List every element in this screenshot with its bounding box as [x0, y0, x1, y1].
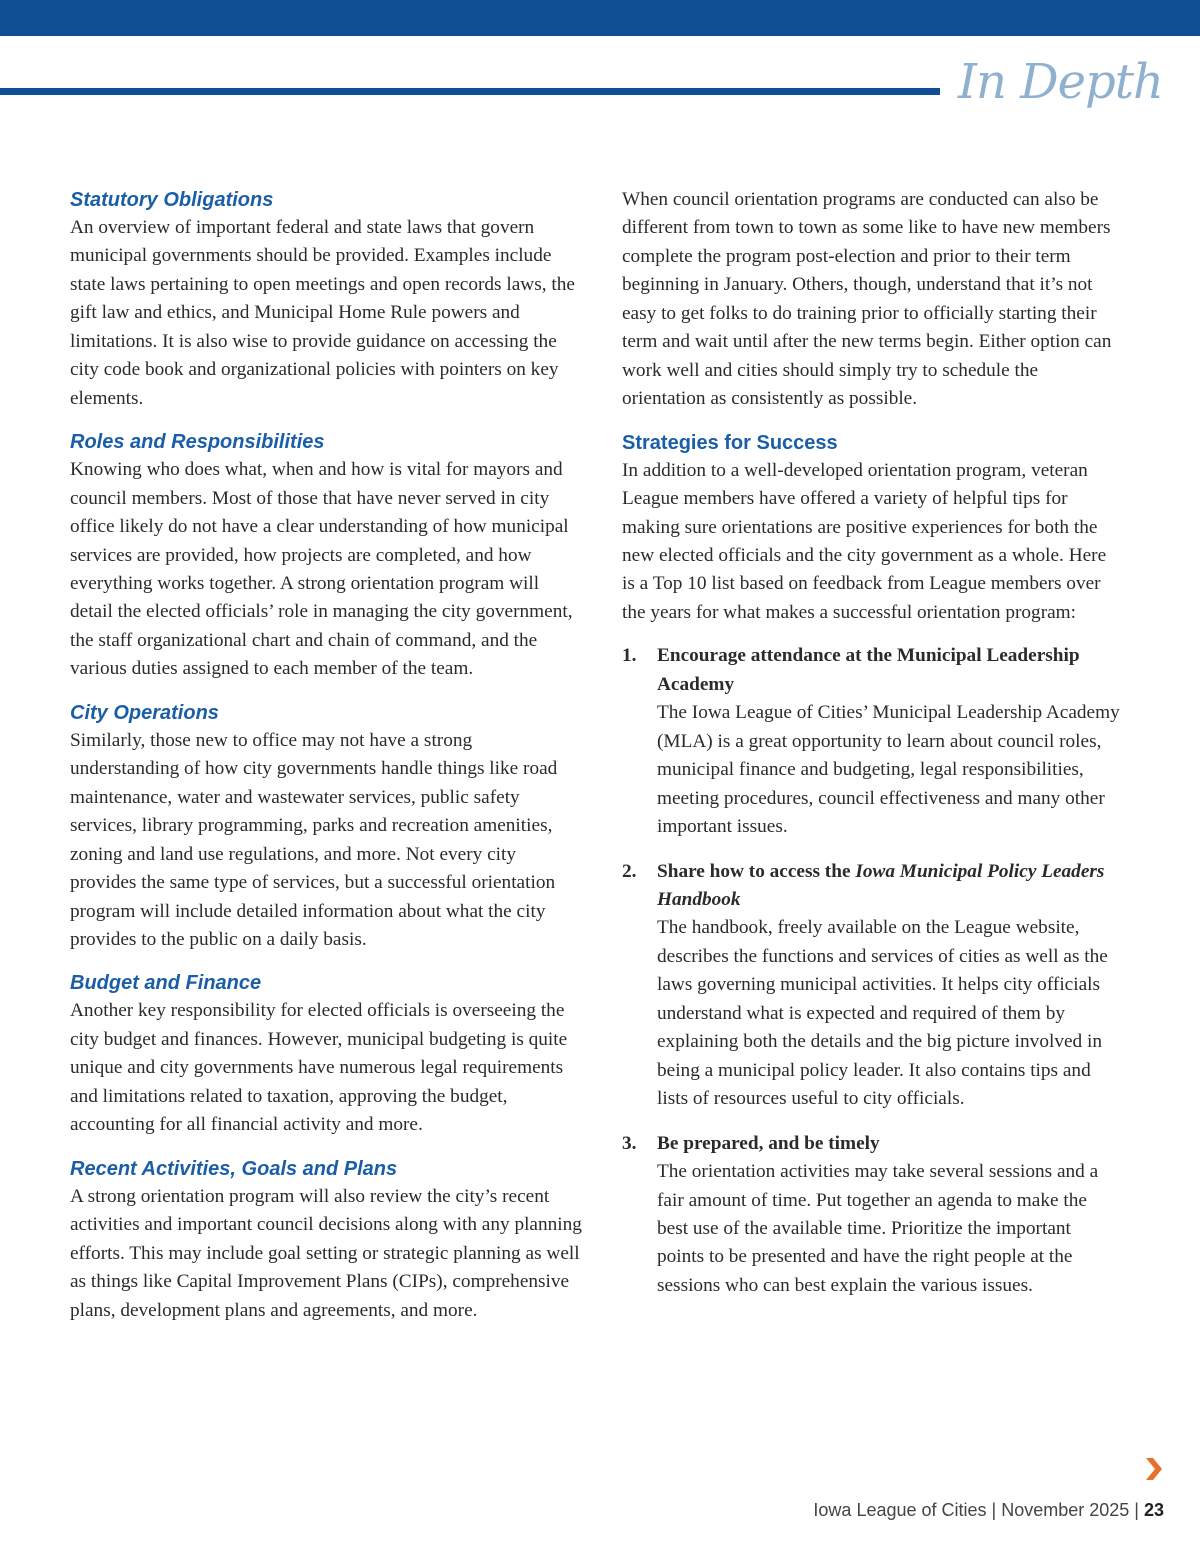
top-color-bar	[0, 0, 1200, 36]
list-item	[622, 642, 1122, 841]
section-heading: Statutory Obligations	[70, 189, 274, 211]
section-body: Knowing who does what, when and how is vital for mayors and council members. Most of those that have never served in city office likely do not have a clear understanding of how municipal services are provided, how projects are completed, and how everything works together. A strong orientation program will detail the elected officials’ role in managing the city government, the staff organizational chart and chain of command, and the various duties assigned to each member of the team.	[70, 459, 573, 680]
section-recent-activities	[70, 1155, 585, 1325]
item-body: The orientation activities may take several sessions and a fair amount of time. Put together an agenda to make the best use of the available time. Prioritize the important points to be presented and have the right people at the sessions who can best explain the various issues.	[657, 1161, 1099, 1296]
item-title: Encourage attendance at the Municipal Leadership Academy	[657, 645, 1080, 695]
section-body: Another key responsibility for elected officials is overseeing the city budget and finances. However, municipal budgeting is quite unique and city governments have numerous legal requirements and limitations related to taxation, approving the budget, accounting for all financial activity and more.	[70, 1000, 568, 1136]
section-heading: Recent Activities, Goals and Plans	[70, 1157, 398, 1180]
section-strategies-success	[622, 429, 1122, 628]
list-item	[622, 858, 1122, 1114]
section-body: A strong orientation program will also review the city’s recent activities and important council decisions along with any planning efforts. This may include goal setting or strategic planning as well as things like Capital Improvement Plans (CIPs), comprehensive plans, development plans and agreements, and more.	[70, 1185, 582, 1321]
section-roles-responsibilities	[70, 428, 585, 684]
page-number: 23	[1143, 1500, 1164, 1520]
tips-list	[622, 642, 1122, 1300]
left-column	[70, 186, 585, 1340]
right-column	[622, 186, 1122, 1316]
item-title: Be prepared, and be timely	[657, 1132, 880, 1154]
section-heading: Strategies for Success	[622, 431, 838, 454]
publication-info: Iowa League of Cities | November 2025 |	[813, 1500, 1144, 1520]
section-body: In addition to a well-developed orientation program, veteran League members have offered a variety of helpful tips for making sure orientations are positive experiences for both the new elected officials and the city government as a whole. Here is a Top 10 list based on feedback from League members over the years for what makes a successful orientation program:	[622, 459, 1107, 623]
section-body: An overview of important federal and state laws that govern municipal governments should be provided. Examples include state laws pertaining to open meetings and open records laws, the gift law and ethics, and Municipal Home Rule powers and limitations. It is also wise to provide guidance on accessing the city code book and organizational policies with pointers on key elements.	[70, 217, 575, 409]
chevron-right-icon[interactable]	[1141, 1456, 1167, 1482]
header-rule	[0, 88, 940, 95]
page-footer	[813, 1500, 1164, 1521]
item-number: 3.	[622, 1132, 637, 1154]
intro-paragraph	[622, 186, 1122, 414]
item-title: Share how to access the Iowa Municipal Policy Leaders Handbook	[657, 860, 1105, 910]
section-brand: In Depth	[958, 54, 1163, 110]
section-heading: City Operations	[70, 701, 219, 724]
section-body: When council orientation programs are conducted can also be different from town to town as some like to have new members complete the program post-election and prior to their term beginning in January. Others, though, understand that it’s not easy to get folks to do training prior to officially starting their term and wait until after the new terms begin. Either option can work well and cities should simply try to schedule the orientation as consistently as possible.	[622, 189, 1112, 410]
item-number: 1.	[622, 645, 637, 667]
list-item	[622, 1130, 1122, 1301]
section-heading: Roles and Responsibilities	[70, 431, 325, 454]
item-number: 2.	[622, 860, 637, 882]
item-body: The handbook, freely available on the League website, describes the functions and services of cities as well as the laws governing municipal activities. It helps city officials understand what is expected and required of them by explaining both the details and the big picture involved in being a municipal policy leader. It also contains tips and lists of resources useful to city officials.	[657, 917, 1108, 1110]
section-statutory-obligations	[70, 186, 585, 413]
section-budget-finance	[70, 969, 585, 1139]
section-city-operations	[70, 699, 585, 955]
section-heading: Budget and Finance	[70, 972, 262, 995]
item-body: The Iowa League of Cities’ Municipal Leadership Academy (MLA) is a great opportunity to learn about council roles, municipal finance and budgeting, legal responsibilities, meeting procedures, council effectiveness and many other important issues.	[657, 702, 1120, 838]
handbook-title: Iowa Municipal Policy Leaders Handbook	[657, 860, 1105, 910]
section-body: Similarly, those new to office may not have a strong understanding of how city governments handle things like road maintenance, water and wastewater services, public safety services, library programming, parks and recreation amenities, zoning and land use regulations, and more. Not every city provides the same type of services, but a successful orientation program will include detailed information about what the city provides to the public on a daily basis.	[70, 729, 558, 950]
